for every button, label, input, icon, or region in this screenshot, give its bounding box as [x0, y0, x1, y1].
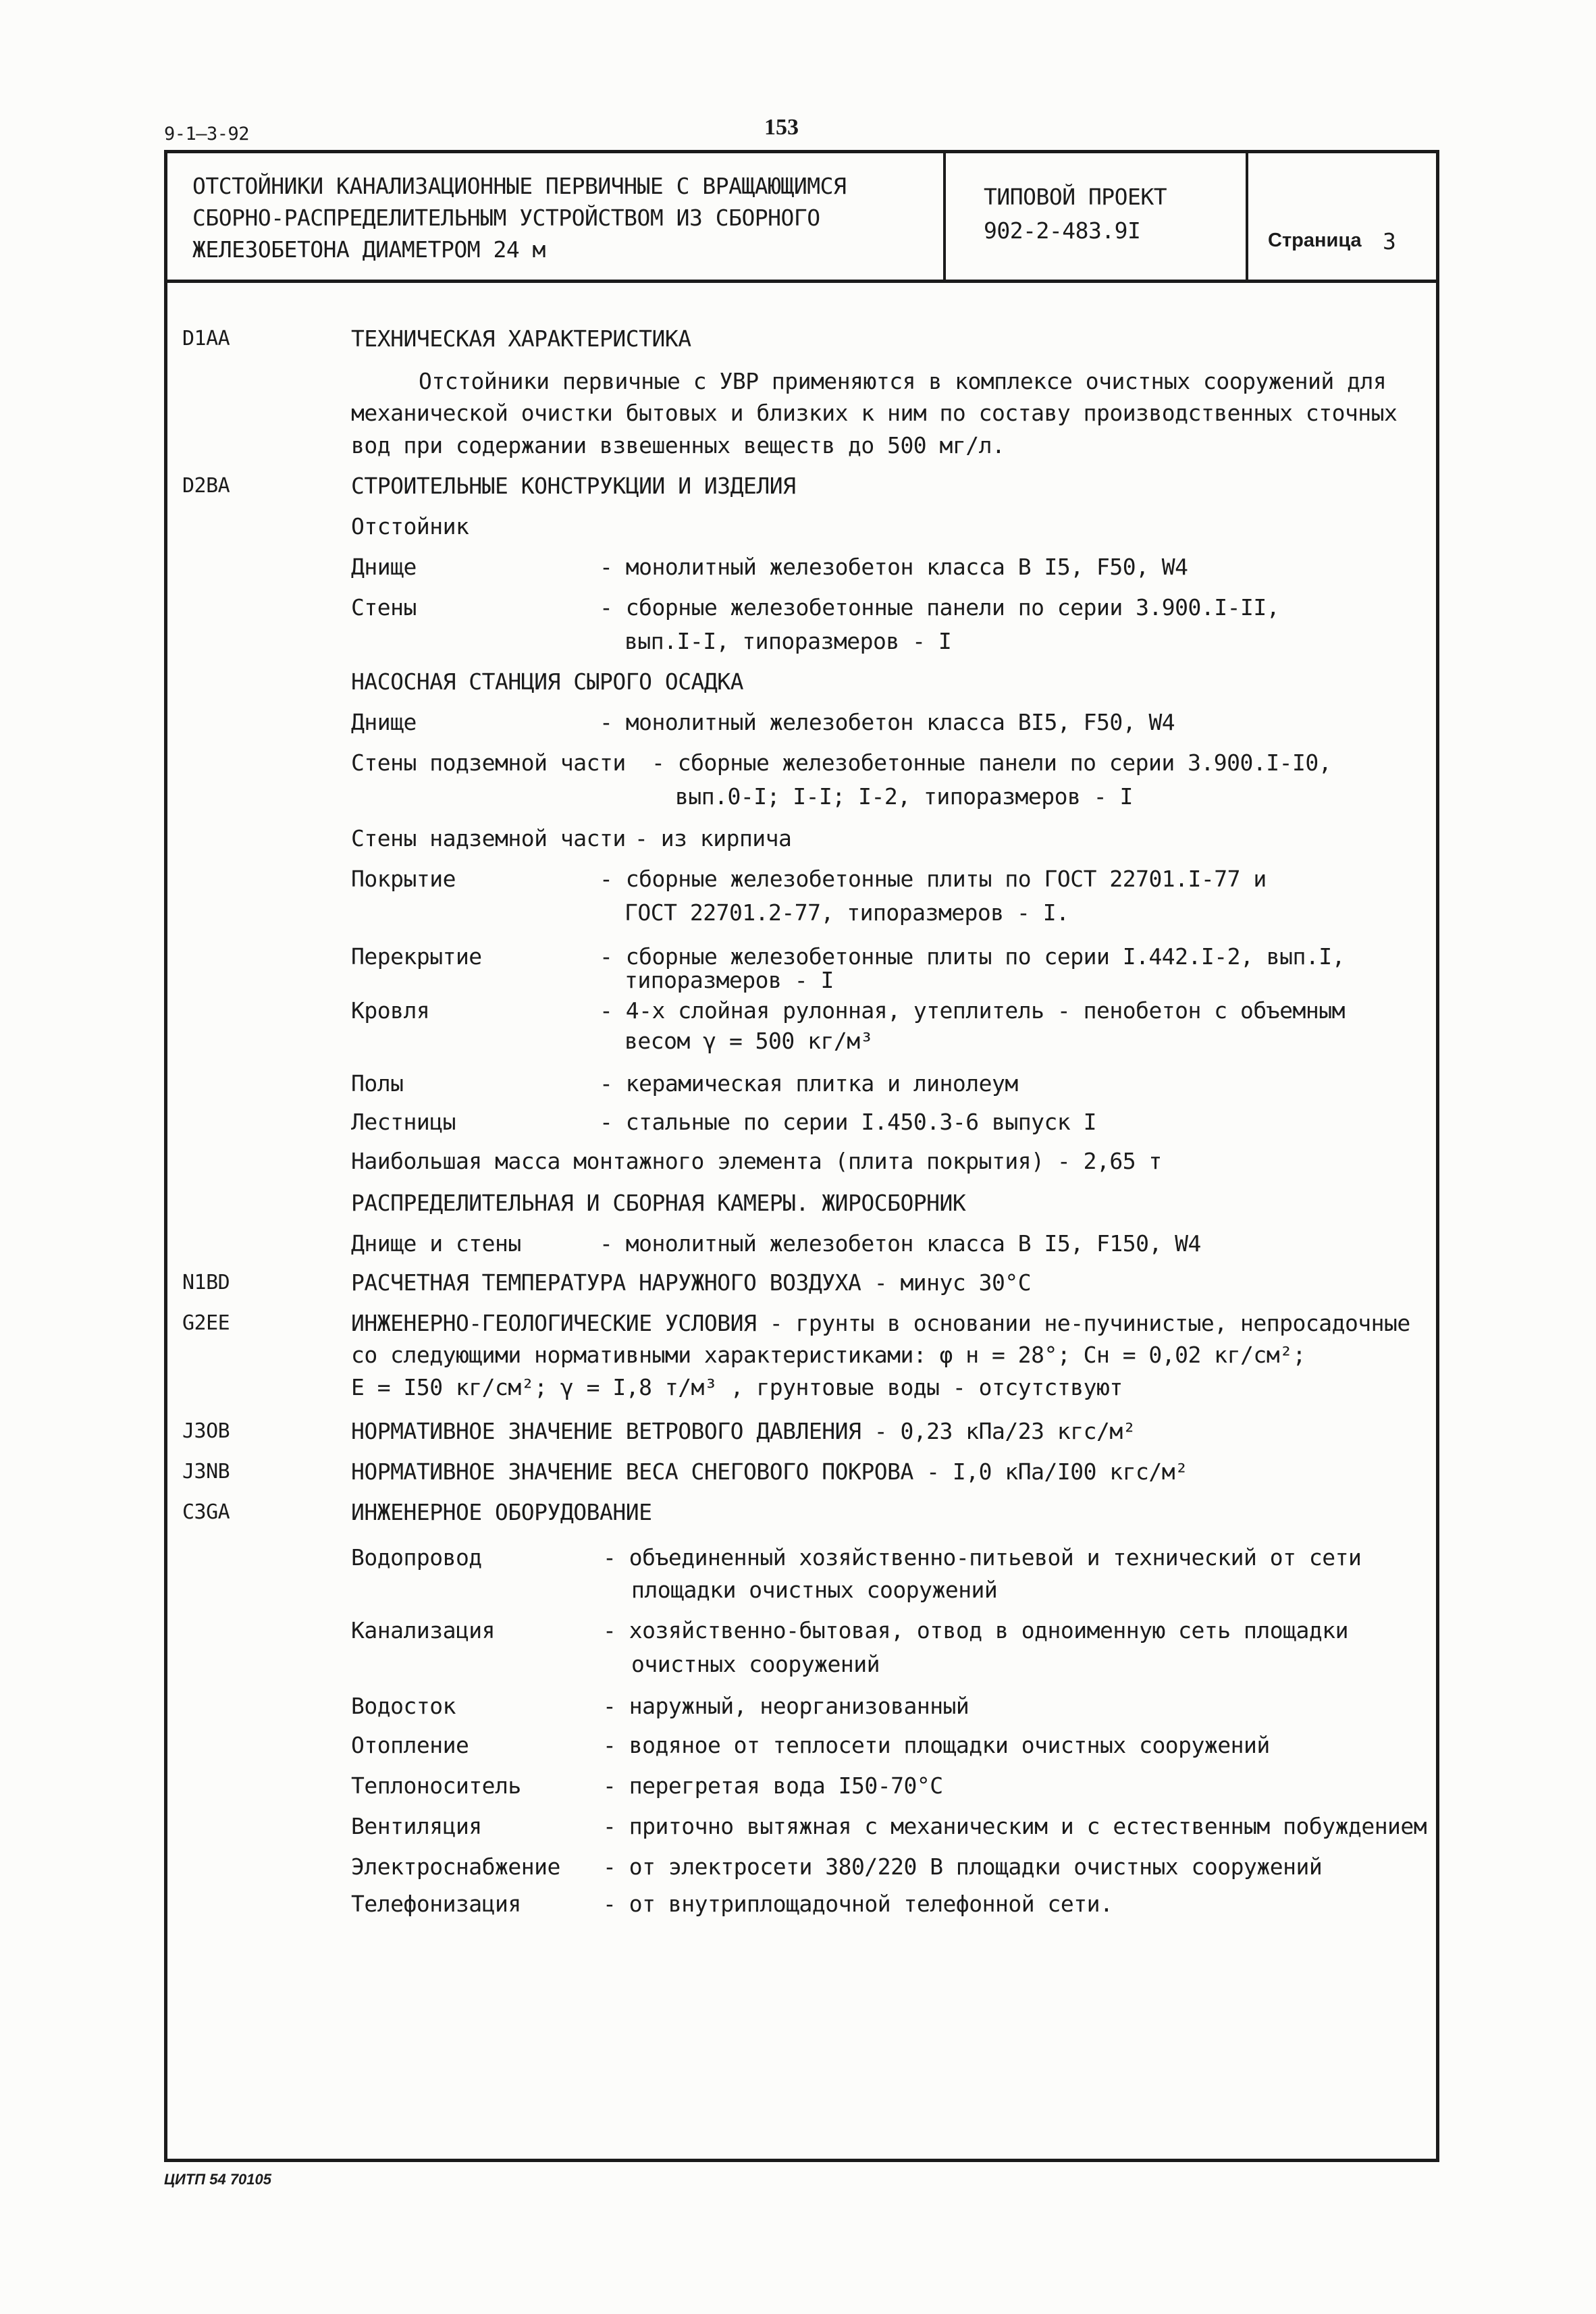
- spec-value: - сборные железобетонные плиты по ГОСТ 22701.I-77 и: [600, 866, 1267, 892]
- spec-label: Теплоноситель: [351, 1772, 521, 1799]
- spec-text-line: Отстойники первичные с УВР применяются в комплексе очистных сооружений для: [419, 368, 1387, 394]
- spec-label: Отопление: [351, 1732, 469, 1758]
- page-label: Страница: [1268, 230, 1362, 251]
- footer-stamp: ЦИТП 54 70105: [164, 2171, 271, 2188]
- section-heading: РАСЧЕТНАЯ ТЕМПЕРАТУРА НАРУЖНОГО ВОЗДУХА - минус 30°С: [351, 1269, 1032, 1296]
- project-label: ТИПОВОЙ ПРОЕКТ: [984, 184, 1167, 210]
- spec-label: Лестницы: [351, 1109, 456, 1135]
- section-heading: ТЕХНИЧЕСКАЯ ХАРАКТЕРИСТИКА: [351, 325, 691, 352]
- spec-label: Днище: [351, 709, 417, 735]
- header-title-line-3: ЖЕЛЕЗОБЕТОНА ДИАМЕТРОМ 24 м: [192, 236, 546, 263]
- section-code: D2BA: [182, 474, 230, 498]
- spec-label: Стены надземной части: [351, 825, 626, 851]
- spec-text-line: механической очистки бытовых и близких к ним по составу производственных сточных: [351, 400, 1398, 426]
- spec-value: - 4-х слойная рулонная, утеплитель - пенобетон с объемным: [600, 997, 1345, 1024]
- spec-value: очистных сооружений: [631, 1651, 880, 1677]
- spec-value: - наружный, неорганизованный: [603, 1693, 969, 1719]
- spec-value: площадки очистных сооружений: [631, 1577, 998, 1603]
- section-code: J3NB: [182, 1460, 230, 1483]
- spec-value: - монолитный железобетон класса ВI5, F50, W4: [600, 709, 1175, 735]
- spec-label: Водопровод: [351, 1544, 482, 1571]
- spec-value: весом γ = 500 кг/м³: [624, 1028, 873, 1054]
- spec-label: Стены подземной части: [351, 750, 626, 776]
- spec-text-line: Е = I50 кг/см²; γ = I,8 т/м³ , грунтовые воды - отсутствуют: [351, 1374, 1123, 1400]
- spec-label: Кровля: [351, 997, 430, 1024]
- spec-value: вып.0-I; I-I; I-2, типоразмеров - I: [675, 783, 1133, 810]
- spec-value: - из кирпича: [635, 825, 792, 851]
- spec-label: Покрытие: [351, 866, 456, 892]
- spec-text-line: РАСПРЕДЕЛИТЕЛЬНАЯ И СБОРНАЯ КАМЕРЫ. ЖИРОСБОРНИК: [351, 1190, 966, 1216]
- spec-label: Телефонизация: [351, 1891, 521, 1917]
- header-title-line-2: СБОРНО-РАСПРЕДЕЛИТЕЛЬНЫМ УСТРОЙСТВОМ ИЗ СБОРНОГО: [192, 205, 820, 231]
- spec-text-line: НАСОСНАЯ СТАНЦИЯ СЫРОГО ОСАДКА: [351, 668, 744, 695]
- spec-value: - сборные железобетонные панели по серии 3.900.I-I0,: [651, 750, 1332, 776]
- spec-label: Днище и стены: [351, 1230, 521, 1257]
- page-number: 3: [1383, 228, 1396, 255]
- section-heading: НОРМАТИВНОЕ ЗНАЧЕНИЕ ВЕТРОВОГО ДАВЛЕНИЯ - 0,23 кПа/23 кгс/м²: [351, 1418, 1136, 1444]
- spec-label: Днище: [351, 554, 417, 580]
- spec-value: - стальные по серии I.450.3-6 выпуск I: [600, 1109, 1096, 1135]
- spec-value: - водяное от теплосети площадки очистных сооружений: [603, 1732, 1270, 1758]
- spec-label: Электроснабжение: [351, 1853, 560, 1880]
- spec-value: типоразмеров - I: [624, 967, 834, 993]
- section-code: C3GA: [182, 1500, 230, 1524]
- spec-value: - керамическая плитка и линолеум: [600, 1070, 1018, 1097]
- spec-label: Перекрытие: [351, 943, 482, 970]
- spec-value: - приточно вытяжная с механическим и с естественным побуждением: [603, 1813, 1427, 1839]
- header-column-divider: [1246, 150, 1248, 281]
- spec-text-line: вод при содержании взвешенных веществ до 500 мг/л.: [351, 432, 1005, 458]
- section-heading: ИНЖЕНЕРНОЕ ОБОРУДОВАНИЕ: [351, 1499, 652, 1525]
- section-heading: НОРМАТИВНОЕ ЗНАЧЕНИЕ ВЕСА СНЕГОВОГО ПОКРОВА - I,0 кПа/I00 кгс/м²: [351, 1458, 1188, 1485]
- spec-value: - от электросети 380/220 В площадки очистных сооружений: [603, 1853, 1323, 1880]
- header-column-divider: [943, 150, 946, 281]
- spec-text-line: Отстойник: [351, 513, 469, 540]
- sheet-number: 153: [764, 115, 799, 140]
- spec-value: - от внутриплощадочной телефонной сети.: [603, 1891, 1113, 1917]
- project-number: 902-2-483.9I: [984, 217, 1141, 244]
- section-code: J3OB: [182, 1419, 230, 1443]
- spec-value: - сборные железобетонные панели по серии 3.900.I-II,: [600, 594, 1280, 621]
- header-title-line-1: ОТСТОЙНИКИ КАНАЛИЗАЦИОННЫЕ ПЕРВИЧНЫЕ С ВРАЩАЮЩИМСЯ: [192, 173, 847, 199]
- spec-text-line: Наибольшая масса монтажного элемента (плита покрытия) - 2,65 т: [351, 1148, 1162, 1174]
- spec-value: ГОСТ 22701.2-77, типоразмеров - I.: [624, 899, 1069, 926]
- spec-label: Водосток: [351, 1693, 456, 1719]
- section-heading: СТРОИТЕЛЬНЫЕ КОНСТРУКЦИИ И ИЗДЕЛИЯ: [351, 473, 796, 499]
- spec-value: - объединенный хозяйственно-питьевой и технический от сети: [603, 1544, 1362, 1571]
- spec-label: Канализация: [351, 1617, 496, 1644]
- spec-value: - монолитный железобетон класса В I5, F150, W4: [600, 1230, 1201, 1257]
- doc-code: 9-1—3-92: [164, 124, 250, 144]
- spec-value: - монолитный железобетон класса В I5, F50, W4: [600, 554, 1188, 580]
- spec-label: Полы: [351, 1070, 404, 1097]
- spec-value: вып.I-I, типоразмеров - I: [624, 628, 952, 654]
- spec-value: - перегретая вода I50-70°С: [603, 1772, 943, 1799]
- section-heading: ИНЖЕНЕРНО-ГЕОЛОГИЧЕСКИЕ УСЛОВИЯ - грунты в основании не-пучинистые, непросадочные: [351, 1310, 1410, 1336]
- spec-text-line: со следующими нормативными характеристиками: φ н = 28°; Сн = 0,02 кг/см²;: [351, 1342, 1306, 1368]
- spec-value: - хозяйственно-бытовая, отвод в одноименную сеть площадки: [603, 1617, 1348, 1644]
- section-code: G2EE: [182, 1311, 230, 1335]
- spec-label: Стены: [351, 594, 417, 621]
- section-code: D1AA: [182, 327, 230, 350]
- spec-value: - сборные железобетонные плиты по серии I.442.I-2, вып.I,: [600, 943, 1345, 970]
- spec-label: Вентиляция: [351, 1813, 482, 1839]
- section-code: N1BD: [182, 1271, 230, 1294]
